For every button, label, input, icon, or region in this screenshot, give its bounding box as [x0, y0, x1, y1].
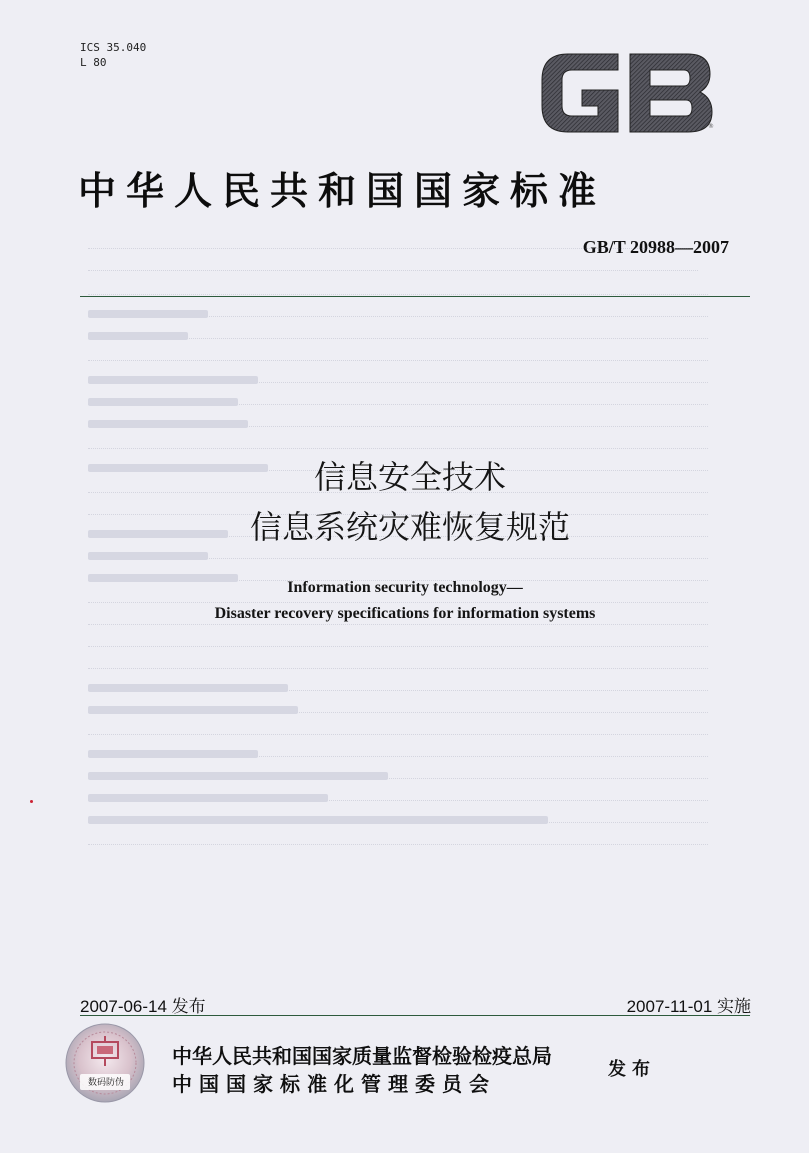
ccs-code: L 80 [80, 56, 107, 69]
seal-label: 数码防伪 [87, 1078, 124, 1088]
english-title-line-2: Disaster recovery specifications for information systems [214, 605, 596, 622]
svg-text:®: ® [708, 123, 714, 130]
chinese-title [220, 452, 600, 552]
publish-date: 2007-06-14 发布 [80, 997, 206, 1016]
standard-type-title: 中华人民共和国国家标准 [78, 168, 607, 213]
effective-date: 2007-11-01 实施 [626, 997, 751, 1016]
print-speck [30, 800, 33, 803]
anti-counterfeit-seal-icon [64, 1022, 146, 1104]
gb-logo [538, 50, 716, 136]
chinese-title-line-1: 信息安全技术 [313, 458, 506, 496]
chinese-title-line-2: 信息系统灾难恢复规范 [249, 508, 570, 546]
publish-label: 发布 [608, 1059, 656, 1080]
issuing-agency-1: 中华人民共和国国家质量监督检验检疫总局 [172, 1044, 552, 1068]
classification-codes [80, 40, 146, 70]
english-title-line-1: Information security technology— [287, 579, 523, 596]
standard-code: GB/T 20988—2007 [582, 237, 729, 257]
english-title [150, 575, 660, 627]
ics-code: ICS 35.040 [80, 41, 147, 54]
issuing-agency-2: 中国国家标准化管理委员会 [172, 1072, 496, 1096]
footer-divider [80, 1015, 750, 1016]
